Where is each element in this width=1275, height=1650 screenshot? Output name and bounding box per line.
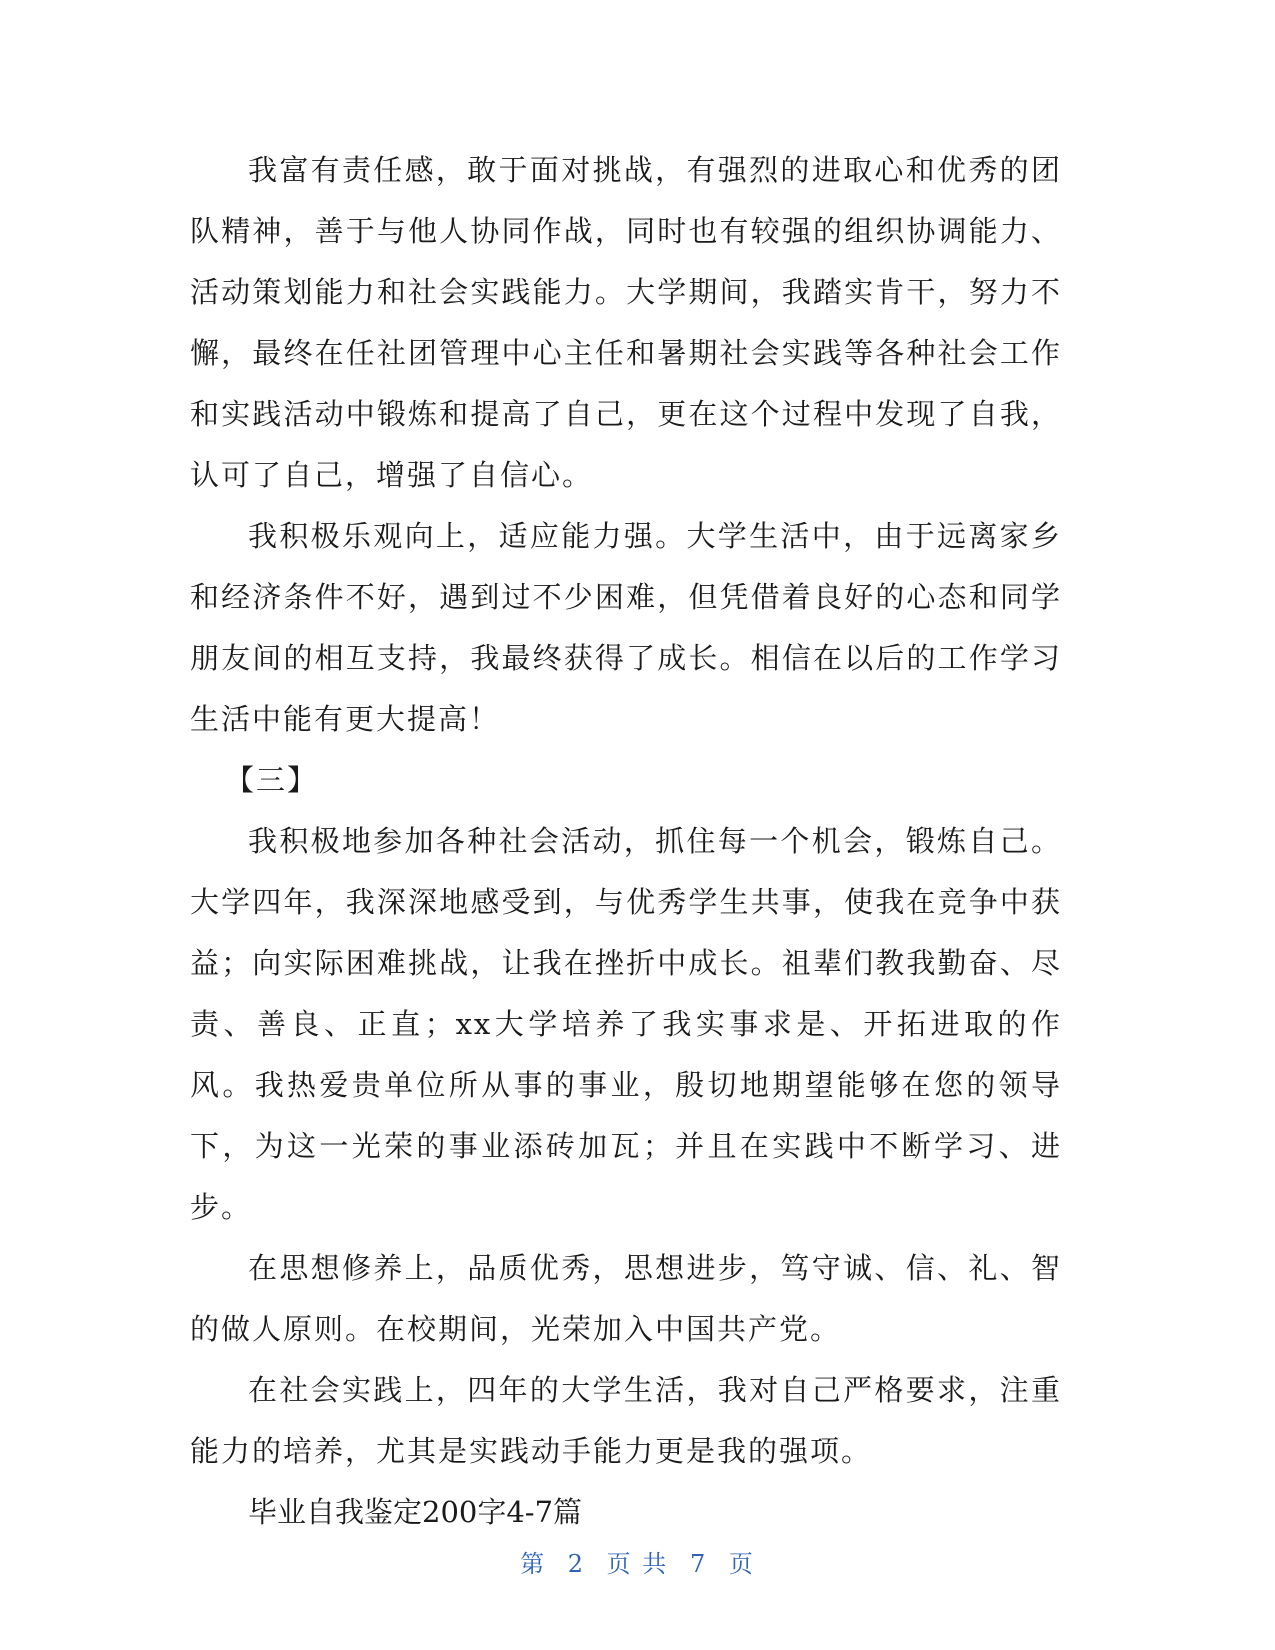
footer-total-pages: 7 bbox=[689, 1550, 708, 1578]
paragraph-optimism: 我积极乐观向上，适应能力强。大学生活中，由于远离家乡和经济条件不好，遇到过不少困难，但凭借着良好的心态和同学朋友间的相互支持，我最终获得了成长。相信在以后的工作学习生活中能有更大提高！ bbox=[190, 519, 1062, 736]
paragraph-responsibility: 我富有责任感，敢于面对挑战，有强烈的进取心和优秀的团队精神，善于与他人协同作战，同时也有较强的组织协调能力、活动策划能力和社会实践能力。大学期间，我踏实肯干，努力不懈，最终在任社团管理中心主任和暑期社会实践等各种社会工作和实践活动中锻炼和提高了自己，更在这个过程中发现了自我，认可了自己，增强了自信心。 bbox=[190, 153, 1062, 492]
section-heading: 【三】 bbox=[225, 763, 319, 797]
document-title-line: 毕业自我鉴定200字4-7篇 bbox=[248, 1495, 583, 1529]
paragraph-social-activities: 我积极地参加各种社会活动，抓住每一个机会，锻炼自己。大学四年，我深深地感受到，与优秀学生共事，使我在竞争中获益；向实际困难挑战，让我在挫折中成长。祖辈们教我勤奋、尽责、善良、正直；xx大学培养了我实事求是、开拓进取的作风。我热爱贵单位所从事的事业，殷切地期望能够在您的领导下，为这一光荣的事业添砖加瓦；并且在实践中不断学习、进步。 bbox=[190, 824, 1062, 1224]
page-number-footer bbox=[0, 1544, 1275, 1579]
footer-suffix: 页 bbox=[728, 1550, 755, 1578]
document-body bbox=[190, 140, 1062, 1543]
footer-prefix: 第 bbox=[520, 1550, 547, 1578]
paragraph-ideology: 在思想修养上，品质优秀，思想进步，笃守诚、信、礼、智的做人原则。在校期间，光荣加入中国共产党。 bbox=[190, 1251, 1062, 1346]
footer-current-page: 2 bbox=[567, 1550, 586, 1578]
paragraph-social-practice: 在社会实践上，四年的大学生活，我对自己严格要求，注重能力的培养，尤其是实践动手能力更是我的强项。 bbox=[190, 1373, 1062, 1468]
footer-middle: 页 共 bbox=[606, 1550, 669, 1578]
